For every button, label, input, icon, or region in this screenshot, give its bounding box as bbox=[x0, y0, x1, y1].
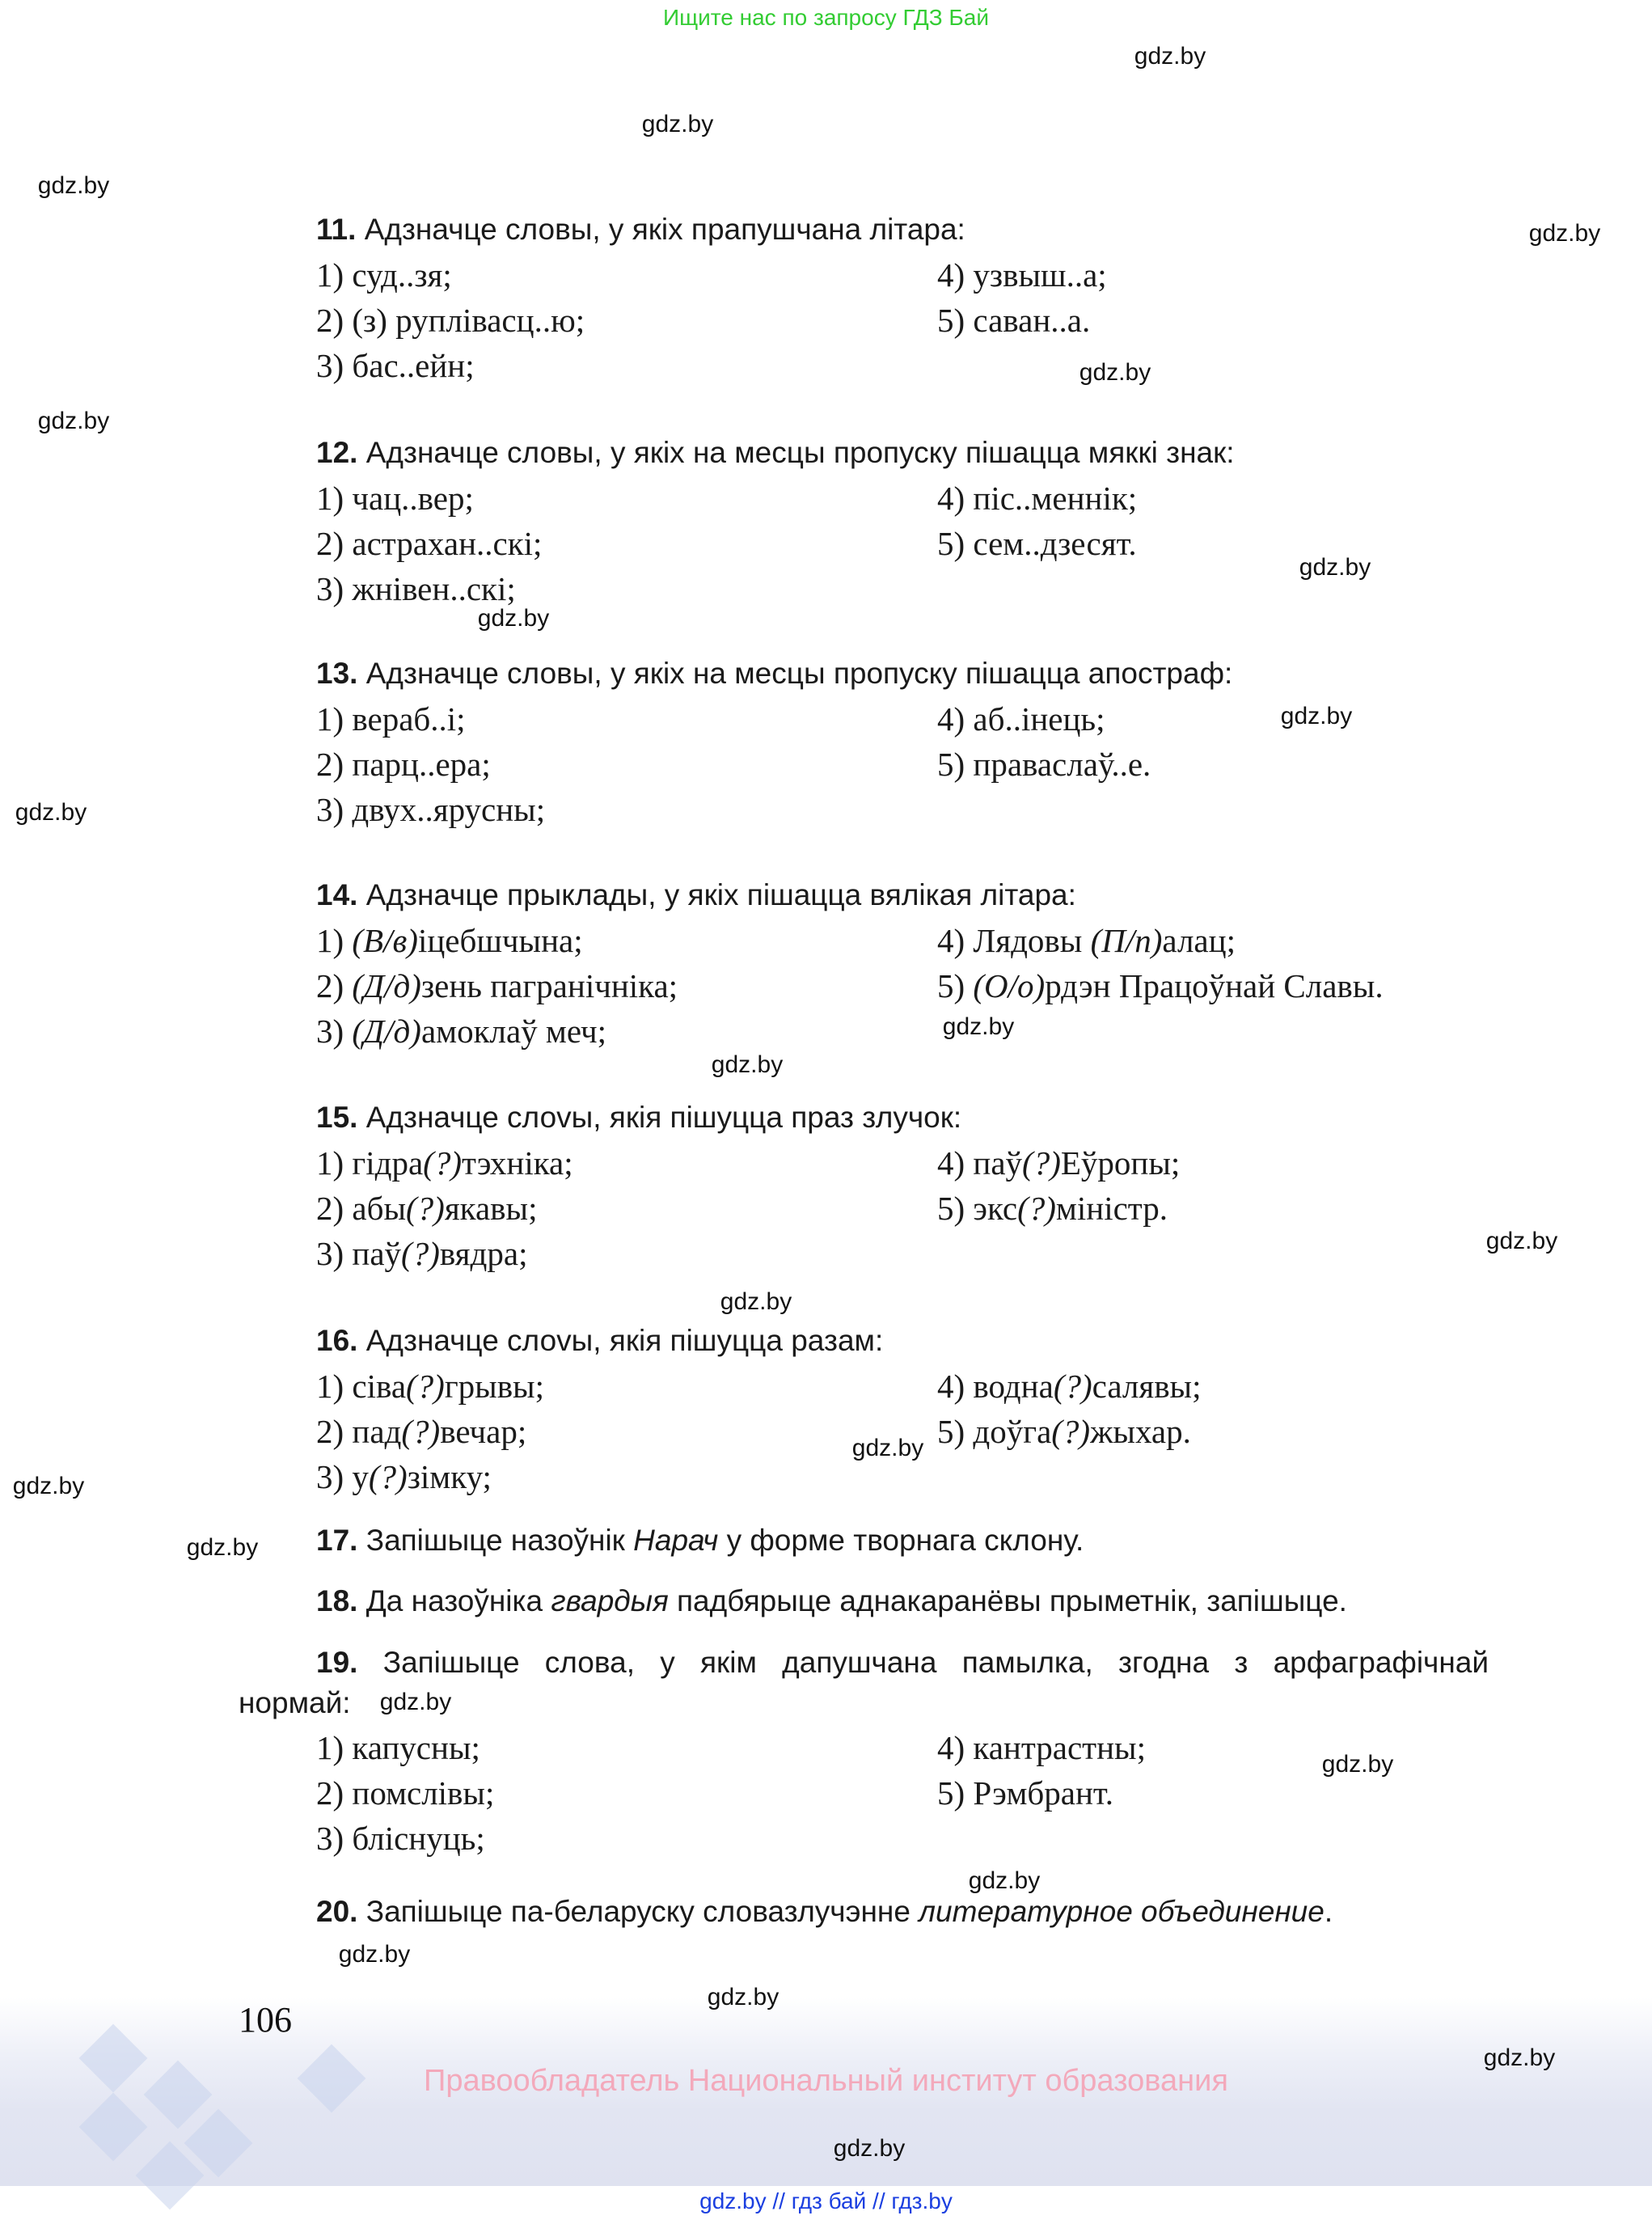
watermark-text: gdz.by bbox=[833, 2135, 906, 2162]
option-number: 3) bbox=[316, 1458, 344, 1495]
option-number: 2) bbox=[316, 1774, 344, 1812]
answer-option bbox=[937, 523, 1137, 564]
exercise-heading bbox=[316, 1521, 1084, 1560]
option-text: суд..зя; bbox=[352, 256, 452, 294]
option-text-end: алац; bbox=[1162, 922, 1236, 959]
option-text-end: вечар; bbox=[440, 1413, 527, 1450]
option-italic: (?) bbox=[423, 1144, 462, 1182]
exercise-heading bbox=[316, 1892, 1333, 1931]
exercise-heading bbox=[316, 1098, 961, 1137]
answer-option bbox=[316, 1143, 573, 1183]
watermark-text: gdz.by bbox=[477, 605, 550, 632]
exercise-heading bbox=[316, 876, 1076, 915]
answer-option bbox=[316, 523, 542, 564]
watermark-text: gdz.by bbox=[1134, 43, 1206, 70]
exercise-heading bbox=[316, 1321, 883, 1360]
option-text: водна bbox=[973, 1368, 1054, 1405]
option-text: піс..меннік; bbox=[973, 480, 1138, 517]
option-italic: (?) bbox=[368, 1458, 408, 1495]
answer-option bbox=[316, 1818, 485, 1858]
option-number: 1) bbox=[316, 700, 344, 738]
exercise-text: Запішыце слова, у якім дапушчана памылка, згодна з арфаграфічнай bbox=[382, 1646, 1489, 1679]
answer-option bbox=[316, 920, 583, 961]
option-text: двух..ярусны; bbox=[352, 791, 546, 828]
option-text-end: якавы; bbox=[444, 1190, 538, 1227]
option-text: жнівен..скі; bbox=[352, 570, 516, 607]
option-text: аб..інець; bbox=[973, 700, 1105, 738]
answer-option bbox=[316, 1457, 492, 1497]
exercise-heading bbox=[316, 1582, 1347, 1621]
option-number: 3) bbox=[316, 1235, 344, 1272]
exercise-number: 12. bbox=[316, 436, 358, 469]
option-number: 2) bbox=[316, 1413, 344, 1450]
option-italic: (?) bbox=[401, 1413, 441, 1450]
answer-option bbox=[316, 1411, 526, 1452]
exercise-text: Адзначце словы, у якіх на месцы пропуску пішацца апостраф: bbox=[365, 657, 1233, 690]
option-text-end: рдэн Працоўнай Славы. bbox=[1045, 967, 1384, 1004]
search-hint: Ищите нас по запросу ГДЗ Бай bbox=[662, 5, 990, 30]
option-number: 3) bbox=[316, 347, 344, 384]
option-italic: (О/о) bbox=[973, 967, 1046, 1004]
option-italic: (?) bbox=[1017, 1190, 1056, 1227]
exercise-number: 20. bbox=[316, 1895, 358, 1928]
option-text-end: амоклаў меч; bbox=[420, 1013, 607, 1050]
page-number: 106 bbox=[239, 2000, 292, 2040]
exercise-text: Да назоўніка bbox=[365, 1584, 551, 1617]
option-text-end: іцебшчына; bbox=[417, 922, 583, 959]
option-number: 1) bbox=[316, 480, 344, 517]
option-number: 1) bbox=[316, 1729, 344, 1766]
exercise-text-continued: нормай: bbox=[239, 1686, 351, 1719]
option-number: 5) bbox=[937, 967, 965, 1004]
option-italic: (Д/д) bbox=[352, 967, 421, 1004]
option-italic: (П/п) bbox=[1090, 922, 1163, 959]
exercise-text: Запішыце па-беларуску словазлучэнне bbox=[365, 1895, 919, 1928]
watermark-text: gdz.by bbox=[1280, 703, 1353, 729]
option-number: 4) bbox=[937, 922, 965, 959]
watermark-text: gdz.by bbox=[379, 1689, 452, 1715]
answer-option bbox=[937, 300, 1090, 340]
answer-option bbox=[937, 1727, 1146, 1768]
option-text: чац..вер; bbox=[352, 480, 474, 517]
option-number: 1) bbox=[316, 922, 344, 959]
exercise-text-end: у форме творнага склону. bbox=[718, 1524, 1084, 1557]
answer-option bbox=[316, 345, 475, 386]
watermark-text: gdz.by bbox=[186, 1534, 259, 1561]
answer-option bbox=[316, 1773, 494, 1813]
option-text: капусны; bbox=[352, 1729, 480, 1766]
option-text-end: Еўропы; bbox=[1060, 1144, 1181, 1182]
answer-option bbox=[937, 699, 1105, 739]
option-italic: (В/в) bbox=[352, 922, 418, 959]
watermark-text: gdz.by bbox=[968, 1867, 1041, 1894]
exercise-number: 11. bbox=[316, 213, 357, 246]
watermark-text: gdz.by bbox=[641, 111, 714, 137]
watermark-text: gdz.by bbox=[1299, 554, 1371, 581]
exercise-text: Адзначце слоvы, якія пішуцца праз злучок: bbox=[365, 1101, 962, 1134]
answer-option bbox=[316, 1233, 528, 1274]
answer-option bbox=[316, 699, 466, 739]
watermark-text: gdz.by bbox=[37, 408, 110, 434]
watermark-text: gdz.by bbox=[338, 1941, 411, 1968]
option-italic: (?) bbox=[1053, 1368, 1092, 1405]
option-text: вераб..і; bbox=[352, 700, 466, 738]
option-number: 5) bbox=[937, 1413, 965, 1450]
answer-option bbox=[937, 966, 1384, 1006]
watermark-text: gdz.by bbox=[851, 1435, 924, 1461]
option-italic: (?) bbox=[406, 1368, 445, 1405]
exercise-text-end: . bbox=[1324, 1895, 1333, 1928]
exercise-heading bbox=[316, 210, 965, 249]
exercise-text: Адзначце словы, у якіх прапушчана літара: bbox=[364, 213, 965, 246]
option-number: 2) bbox=[316, 746, 344, 783]
option-text: доўга bbox=[973, 1413, 1052, 1450]
option-text: пад bbox=[352, 1413, 402, 1450]
answer-option bbox=[316, 255, 452, 295]
option-italic: (?) bbox=[406, 1190, 445, 1227]
watermark-text: gdz.by bbox=[1485, 1228, 1558, 1254]
option-number: 5) bbox=[937, 525, 965, 562]
option-text-end: жыхар. bbox=[1090, 1413, 1191, 1450]
answer-option bbox=[937, 1411, 1191, 1452]
answer-option bbox=[316, 1011, 606, 1051]
option-italic: (?) bbox=[1051, 1413, 1091, 1450]
option-text: Лядовы bbox=[973, 922, 1091, 959]
answer-option bbox=[937, 478, 1137, 518]
option-number: 2) bbox=[316, 302, 344, 339]
answer-option bbox=[937, 1143, 1180, 1183]
exercise-text: Адзначце слоvы, якія пішуцца разам: bbox=[365, 1324, 884, 1357]
exercise-heading bbox=[316, 433, 1235, 472]
answer-option bbox=[937, 1188, 1168, 1228]
option-text-end: зень пагранічніка; bbox=[420, 967, 678, 1004]
option-text: помслівы; bbox=[352, 1774, 495, 1812]
exercise-number: 17. bbox=[316, 1524, 358, 1557]
option-number: 4) bbox=[937, 1729, 965, 1766]
option-text: узвыш..а; bbox=[973, 256, 1107, 294]
watermark-text: gdz.by bbox=[711, 1051, 784, 1078]
option-text: бліснуць; bbox=[352, 1820, 485, 1857]
answer-option bbox=[937, 744, 1151, 784]
watermark-text: gdz.by bbox=[1321, 1751, 1394, 1778]
footer-links[interactable]: gdz.by // гдз бай // гдз.by bbox=[699, 2188, 953, 2213]
option-text: астрахан..скі; bbox=[352, 525, 543, 562]
answer-option bbox=[316, 1188, 537, 1228]
option-text: сем..дзесят. bbox=[973, 525, 1137, 562]
answer-option bbox=[316, 789, 545, 830]
option-number: 2) bbox=[316, 525, 344, 562]
answer-option bbox=[316, 1366, 544, 1406]
answer-option bbox=[937, 920, 1236, 961]
option-text: кантрастны; bbox=[973, 1729, 1146, 1766]
exercise-number: 15. bbox=[316, 1101, 358, 1134]
option-text-end: тэхніка; bbox=[461, 1144, 573, 1182]
option-text: у bbox=[352, 1458, 369, 1495]
option-number: 5) bbox=[937, 1190, 965, 1227]
option-text-end: зімку; bbox=[407, 1458, 492, 1495]
option-italic: (?) bbox=[1022, 1144, 1061, 1182]
option-text: сіва bbox=[352, 1368, 407, 1405]
option-text: саван..а. bbox=[973, 302, 1091, 339]
option-text: гідра bbox=[352, 1144, 424, 1182]
option-text: паў bbox=[352, 1235, 402, 1272]
watermark-text: gdz.by bbox=[37, 172, 110, 199]
option-number: 1) bbox=[316, 256, 344, 294]
exercise-number: 16. bbox=[316, 1324, 358, 1357]
option-number: 5) bbox=[937, 302, 965, 339]
answer-option bbox=[937, 1366, 1202, 1406]
option-number: 1) bbox=[316, 1368, 344, 1405]
option-text: экс bbox=[973, 1190, 1018, 1227]
exercise-number: 18. bbox=[316, 1584, 358, 1617]
exercise-number: 13. bbox=[316, 657, 358, 690]
watermark-text: gdz.by bbox=[942, 1013, 1015, 1040]
option-text: Рэмбрант. bbox=[973, 1774, 1113, 1812]
exercise-text-end: падбярыце аднакаранёвы прыметнік, запішыце. bbox=[668, 1584, 1347, 1617]
watermark-text: gdz.by bbox=[720, 1288, 792, 1315]
option-number: 3) bbox=[316, 1013, 344, 1050]
option-number: 4) bbox=[937, 1144, 965, 1182]
answer-option bbox=[316, 300, 585, 340]
watermark-text: gdz.by bbox=[12, 1473, 85, 1499]
option-number: 4) bbox=[937, 700, 965, 738]
watermark-text: gdz.by bbox=[15, 799, 87, 826]
exercise-italic: литературное объединение bbox=[919, 1895, 1325, 1928]
answer-option bbox=[316, 569, 516, 609]
watermark-text: gdz.by bbox=[1079, 359, 1151, 386]
answer-option bbox=[937, 255, 1107, 295]
copyright-notice: Правообладатель Национальный институт образования bbox=[424, 2064, 1228, 2098]
exercise-number: 19. bbox=[316, 1646, 358, 1679]
option-number: 3) bbox=[316, 570, 344, 607]
option-number: 2) bbox=[316, 967, 344, 1004]
exercise-text: Адзначце прыклады, у якіх пішацца вялікая літара: bbox=[365, 878, 1076, 911]
exercise-italic: гвардыя bbox=[551, 1584, 669, 1617]
option-text: (з) руплівасц..ю; bbox=[352, 302, 585, 339]
option-text-end: вядра; bbox=[439, 1235, 528, 1272]
exercise-text: Адзначце словы, у якіх на месцы пропуску пішацца мяккі знак: bbox=[365, 436, 1235, 469]
option-number: 4) bbox=[937, 256, 965, 294]
answer-option bbox=[316, 478, 474, 518]
option-text-end: міністр. bbox=[1055, 1190, 1168, 1227]
option-number: 2) bbox=[316, 1190, 344, 1227]
exercise-italic: Нарач bbox=[633, 1524, 719, 1557]
option-number: 1) bbox=[316, 1144, 344, 1182]
answer-option bbox=[316, 1727, 480, 1768]
option-number: 4) bbox=[937, 480, 965, 517]
answer-option bbox=[316, 744, 491, 784]
watermark-text: gdz.by bbox=[1528, 220, 1601, 247]
option-italic: (?) bbox=[401, 1235, 440, 1272]
option-text-end: грывы; bbox=[444, 1368, 544, 1405]
answer-option bbox=[316, 966, 678, 1006]
answer-option bbox=[937, 1773, 1113, 1813]
option-italic: (Д/д) bbox=[352, 1013, 421, 1050]
option-text: праваслаў..е. bbox=[973, 746, 1151, 783]
watermark-text: gdz.by bbox=[707, 1984, 780, 2010]
option-number: 3) bbox=[316, 1820, 344, 1857]
option-number: 4) bbox=[937, 1368, 965, 1405]
exercise-number: 14. bbox=[316, 878, 358, 911]
exercise-text: Запішыце назоўнік bbox=[365, 1524, 634, 1557]
exercise-heading bbox=[316, 654, 1232, 693]
option-text-end: салявы; bbox=[1092, 1368, 1202, 1405]
watermark-text: gdz.by bbox=[1483, 2044, 1556, 2071]
exercise-heading bbox=[316, 1643, 1489, 1682]
option-number: 5) bbox=[937, 746, 965, 783]
option-text: абы bbox=[352, 1190, 407, 1227]
option-text: паў bbox=[973, 1144, 1023, 1182]
option-text: бас..ейн; bbox=[352, 347, 475, 384]
option-text: парц..ера; bbox=[352, 746, 491, 783]
option-number: 5) bbox=[937, 1774, 965, 1812]
option-number: 3) bbox=[316, 791, 344, 828]
